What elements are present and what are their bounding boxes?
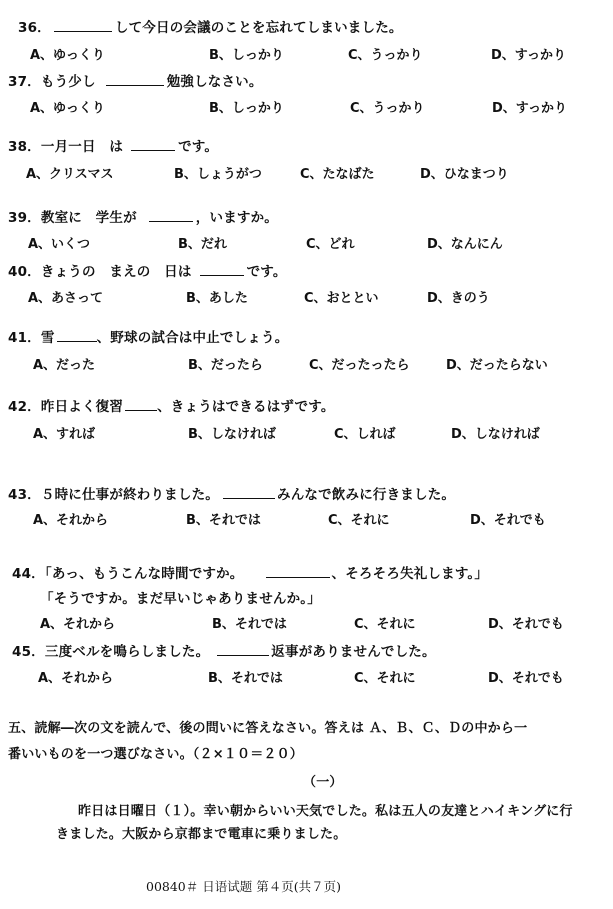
passage-subheading: （一） bbox=[303, 775, 343, 790]
q40-post: です。 bbox=[246, 264, 287, 280]
q38-pre: 38．一月一日 は bbox=[8, 139, 124, 155]
q38-option-c: C、たなばた bbox=[300, 167, 375, 182]
q44-option-d: D、それでも bbox=[488, 617, 564, 632]
q40-option-d: D、きのう bbox=[427, 291, 490, 306]
q39-option-a: A、いくつ bbox=[28, 237, 91, 252]
q37-pre: 37．もう少し bbox=[8, 74, 96, 90]
question-39-stem bbox=[8, 206, 278, 226]
q42-option-c: C、しれば bbox=[334, 427, 396, 442]
question-44-stem bbox=[12, 562, 488, 582]
q45-post: 返事がありませんでした。 bbox=[271, 644, 436, 660]
q38-blank bbox=[131, 139, 175, 151]
q43-post: みんなで飲みに行きました。 bbox=[277, 487, 456, 503]
q36-option-a: A、ゆっくり bbox=[30, 48, 105, 63]
q40-blank bbox=[200, 264, 244, 276]
q38-option-a: A、クリスマス bbox=[26, 167, 114, 182]
q40-option-b: B、あした bbox=[186, 291, 248, 306]
q39-option-d: D、なんにん bbox=[427, 237, 503, 252]
q38-option-d: D、ひなまつり bbox=[420, 167, 509, 182]
q37-post: 勉強しなさい。 bbox=[166, 74, 263, 90]
question-42-stem bbox=[8, 395, 335, 415]
q44-option-b: B、それでは bbox=[212, 617, 287, 632]
q44-post: 、そろそろ失礼します。」 bbox=[331, 566, 489, 582]
q40-pre: 40．きょうの まえの 日は bbox=[8, 264, 192, 280]
q44-dialogue-reply: 「そうですか。まだ早いじゃありませんか。」 bbox=[40, 591, 321, 607]
q41-option-b: B、だったら bbox=[188, 358, 263, 373]
q36-post: して今日の会議のことを忘れてしまいました。 bbox=[114, 20, 403, 36]
q41-pre: 41．雪 bbox=[8, 330, 55, 346]
q42-pre: 42．昨日よく復習 bbox=[8, 399, 124, 415]
question-45-stem bbox=[12, 640, 436, 660]
q37-option-c: C、うっかり bbox=[350, 101, 425, 116]
q41-option-d: D、だったらない bbox=[446, 358, 548, 373]
q38-post: です。 bbox=[178, 139, 219, 155]
q36-option-d: D、すっかり bbox=[491, 48, 567, 63]
question-38-stem bbox=[8, 135, 218, 155]
q44-option-c: C、それに bbox=[354, 617, 416, 632]
question-36-stem bbox=[18, 16, 403, 36]
page-footer: 00840＃ 日语试题 第４页(共７页) bbox=[146, 879, 341, 894]
q38-option-b: B、しょうがつ bbox=[174, 167, 262, 182]
q43-option-a: A、それから bbox=[33, 513, 109, 528]
q44-blank bbox=[266, 566, 330, 578]
passage-line2: きました。大阪から京都まで電車に乗りました。 bbox=[56, 827, 347, 842]
q45-pre: 45．三度ベルを鳴らしました。 bbox=[12, 644, 210, 660]
q36-pre: 36． bbox=[18, 20, 51, 36]
q42-option-b: B、しなければ bbox=[188, 427, 276, 442]
q45-option-c: C、それに bbox=[354, 671, 416, 686]
q40-option-c: C、おととい bbox=[304, 291, 379, 306]
question-37-stem bbox=[8, 70, 263, 90]
q40-option-a: A、あさって bbox=[28, 291, 104, 306]
q36-option-c: C、うっかり bbox=[348, 48, 423, 63]
q37-option-b: B、しっかり bbox=[209, 101, 284, 116]
q43-option-d: D、それでも bbox=[470, 513, 546, 528]
q41-blank bbox=[57, 330, 97, 342]
q37-blank bbox=[106, 74, 164, 86]
q37-option-d: D、すっかり bbox=[492, 101, 568, 116]
q45-option-b: B、それでは bbox=[208, 671, 283, 686]
q42-option-a: A、すれば bbox=[33, 427, 96, 442]
q41-option-a: A、だった bbox=[33, 358, 96, 373]
q41-option-c: C、だったったら bbox=[309, 358, 410, 373]
q39-pre: 39．教室に 学生が bbox=[8, 210, 137, 226]
q44-option-a: A、それから bbox=[40, 617, 116, 632]
q45-option-a: A、それから bbox=[38, 671, 114, 686]
section-heading-line2: 番いいものを一つ選びなさい。（２×１０＝２０） bbox=[8, 747, 303, 762]
q39-option-c: C、どれ bbox=[306, 237, 355, 252]
question-41-stem bbox=[8, 326, 288, 346]
q42-blank bbox=[125, 399, 157, 411]
q39-post: ，いますか。 bbox=[195, 210, 278, 226]
q39-option-b: B、だれ bbox=[178, 237, 227, 252]
q36-blank bbox=[54, 20, 112, 32]
q36-option-b: B、しっかり bbox=[209, 48, 284, 63]
q39-blank bbox=[149, 210, 193, 222]
question-40-stem bbox=[8, 260, 287, 280]
q43-option-b: B、それでは bbox=[186, 513, 261, 528]
q37-option-a: A、ゆっくり bbox=[30, 101, 105, 116]
passage-line1: 昨日は日曜日（１）。幸い朝からいい天気でした。私は五人の友達とハイキングに行 bbox=[78, 804, 573, 819]
q43-blank bbox=[223, 487, 275, 499]
q42-post: 、きょうはできるはずです。 bbox=[157, 399, 335, 415]
question-43-stem bbox=[8, 483, 455, 503]
q43-pre: 43．５時に仕事が終わりました。 bbox=[8, 487, 219, 503]
q45-blank bbox=[217, 644, 269, 656]
q41-post: 、野球の試合は中止でしょう。 bbox=[96, 330, 289, 346]
q42-option-d: D、しなければ bbox=[451, 427, 540, 442]
q44-pre: 44．「あっ、もうこんな時間ですか。 bbox=[12, 566, 244, 582]
q43-option-c: C、それに bbox=[328, 513, 390, 528]
q45-option-d: D、それでも bbox=[488, 671, 564, 686]
section-heading-line1: 五、読解―次の文を読んで、後の問いに答えなさい。答えは Ａ、Ｂ、Ｃ、Ｄの中から一 bbox=[8, 721, 528, 736]
